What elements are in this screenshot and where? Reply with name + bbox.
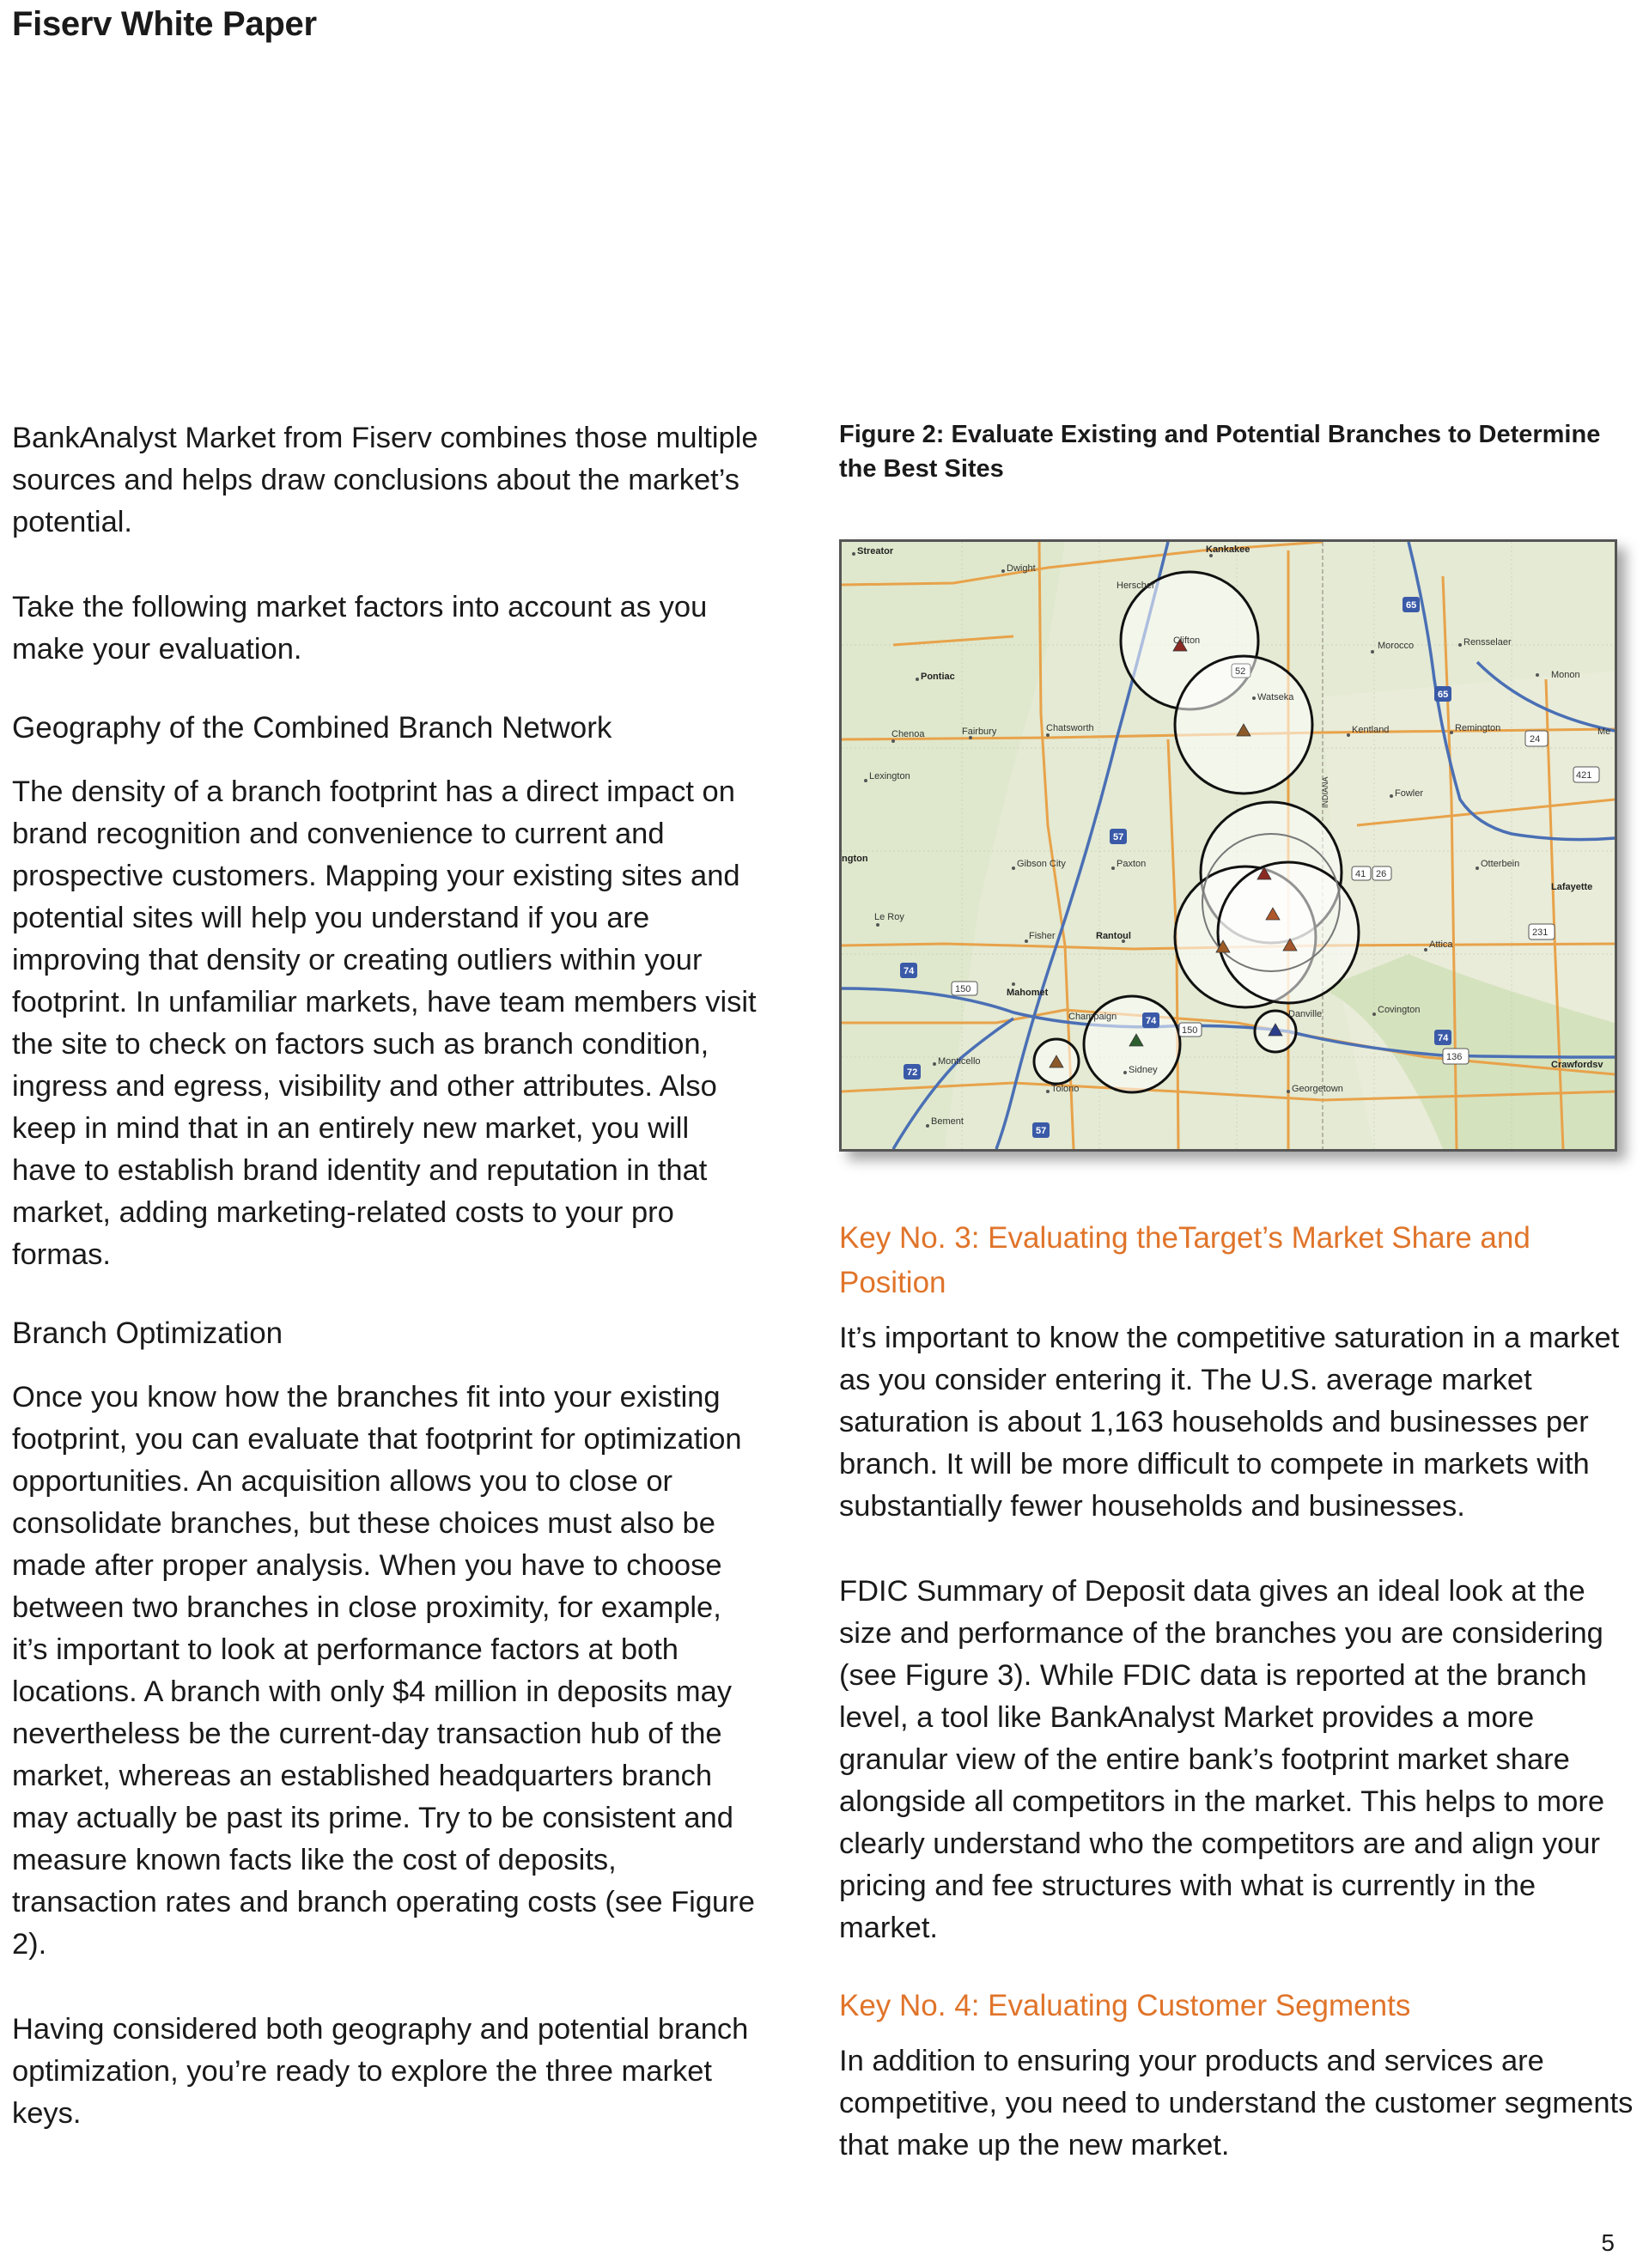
- map-town-label: Mahomet: [1007, 988, 1049, 998]
- map-town-label: Attica: [1429, 939, 1453, 950]
- map-town-label: Rantoul: [1096, 931, 1131, 941]
- map-town-label: Kentland: [1352, 725, 1390, 735]
- map-town-label: Paxton: [1117, 859, 1147, 869]
- key4-body: In addition to ensuring your products and services are competitive, you need to understand the customer segments that make up the new market.: [839, 2045, 1634, 2162]
- map-town-label: Crawfordsv: [1551, 1060, 1603, 1070]
- map-town-label: Me: [1597, 727, 1611, 737]
- route-shield: 421: [1576, 770, 1592, 781]
- route-shield: 65: [1438, 690, 1449, 700]
- route-shield: 52: [1235, 666, 1246, 677]
- map-town-label: Lafayette: [1551, 882, 1593, 892]
- route-shield: 231: [1532, 927, 1549, 938]
- map-town-label: Tolono: [1051, 1084, 1080, 1094]
- map-state-label: INDIANA: [1321, 776, 1330, 808]
- document-header: Fiserv White Paper: [12, 5, 317, 43]
- route-shield: 57: [1113, 832, 1124, 842]
- map-town-label: Herscher: [1117, 581, 1155, 591]
- page-number: 5: [1601, 2229, 1615, 2256]
- key3-heading: Key No. 3: Evaluating theTarget’s Market Share and Position: [839, 1221, 1530, 1299]
- map-town-label: Georgetown: [1292, 1084, 1343, 1094]
- left-column: [12, 417, 759, 2135]
- map-town-label: Rensselaer: [1463, 637, 1512, 648]
- route-shield: 150: [1182, 1025, 1198, 1036]
- route-shield: 57: [1036, 1126, 1047, 1136]
- map-town-label: Fairbury: [962, 727, 997, 737]
- map-town-label: Clifton: [1173, 635, 1201, 646]
- map-town-label: Fowler: [1395, 788, 1424, 799]
- map-town-label: Chenoa: [891, 729, 925, 739]
- map-town-label: Le Roy: [874, 912, 904, 922]
- map-town-label: Gibson City: [1017, 859, 1066, 869]
- map-town-label: Pontiac: [921, 672, 955, 682]
- map-town-label: Fisher: [1029, 931, 1056, 941]
- map-town-label: Kankakee: [1206, 544, 1250, 555]
- map-town-label: Covington: [1378, 1005, 1421, 1015]
- geography-body: The density of a branch footprint has a direct impact on brand recognition and convenience to current and prospective customers. Mapping your existing sites and potential sites will help you understand if you are improving that density or creating outliers within your footprint. In unfamiliar markets, have team members visit the site to check on factors such as branch condition, ingress and egress, visibility and other attributes. Also keep in mind that in an entirely new market, you will have to establish brand identity and reputation in that market, adding marketing-related costs to your pro formas.: [12, 775, 757, 1271]
- closing-paragraph: Having considered both geography and potential branch optimization, you’re ready to explore the three market keys.: [12, 2013, 749, 2130]
- map-town-label: Champaign: [1068, 1012, 1117, 1022]
- geography-heading: Geography of the Combined Branch Network: [12, 711, 612, 745]
- route-shield: 41: [1355, 869, 1366, 879]
- key3-body-2: FDIC Summary of Deposit data gives an ideal look at the size and performance of the branches you are considering (see Figure 3). While FDIC data is reported at the branch level, a tool like BankAnalyst Market provides a more granular view of the entire bank’s footprint market share alongside all competitors in the market. This helps to more clearly understand who the competitors are and align your pricing and fee structures with what is currently in the market.: [839, 1575, 1605, 1944]
- map-town-label: Bement: [931, 1116, 964, 1127]
- key3-body-1: It’s important to know the competitive saturation in a market as you consider entering it. The U.S. average market saturation is about 1,163 households and businesses per branch. It will be more difficult to compete in markets with substantially fewer households and businesses.: [839, 1322, 1620, 1523]
- route-shield: 72: [907, 1067, 918, 1078]
- map-town-label: Dwight: [1007, 563, 1036, 574]
- optimization-heading: Branch Optimization: [12, 1316, 283, 1350]
- route-shield: 74: [904, 966, 915, 976]
- route-shield: 65: [1406, 600, 1417, 611]
- intro-paragraph-2: Take the following market factors into account as you make your evaluation.: [12, 591, 708, 666]
- route-shield: 26: [1376, 869, 1387, 879]
- map-town-label: Monticello: [938, 1056, 981, 1067]
- branch-map: [839, 539, 1617, 1152]
- map-town-label: Streator: [857, 546, 894, 556]
- figure-caption: Figure 2: Evaluate Existing and Potential Branches to Determine the Best Sites: [839, 421, 1601, 483]
- map-town-label: Monon: [1551, 670, 1580, 680]
- route-shield: 150: [955, 984, 971, 994]
- map-town-label: Danville: [1288, 1009, 1323, 1019]
- key3-section: [839, 1216, 1638, 2167]
- map-town-label: Chatsworth: [1046, 723, 1094, 733]
- route-shield: 136: [1446, 1052, 1463, 1062]
- map-town-label: Morocco: [1378, 641, 1415, 651]
- map-town-label: Lexington: [869, 771, 910, 781]
- map-town-label: Watseka: [1257, 692, 1294, 702]
- map-town-label: ngton: [842, 854, 868, 864]
- optimization-body: Once you know how the branches fit into your existing footprint, you can evaluate that footprint for optimization opportunities. An acquisition allows you to close or consolidate branches, but these choices must also be made after proper analysis. When you have to choose between two branches in close proximity, for example, it’s important to look at performance factors at both locations. A branch with only $4 million in deposits may nevertheless be the current-day transaction hub of the market, whereas an established headquarters branch may actually be past its prime. Try to be consistent and measure known facts like the cost of deposits, transaction rates and branch operating costs (see Figure 2).: [12, 1381, 755, 1961]
- branch-map-svg: [842, 542, 1615, 1149]
- route-shield: 74: [1438, 1033, 1449, 1043]
- intro-paragraph-1: BankAnalyst Market from Fiserv combines those multiple sources and helps draw conclusions about the market’s potential.: [12, 422, 758, 538]
- map-town-label: Otterbein: [1481, 859, 1520, 869]
- map-town-label: Remington: [1455, 723, 1501, 733]
- key4-heading: Key No. 4: Evaluating Customer Segments: [839, 1989, 1411, 2022]
- route-shield: 74: [1146, 1016, 1157, 1026]
- map-town-label: Sidney: [1129, 1065, 1158, 1075]
- route-shield: 24: [1530, 734, 1541, 745]
